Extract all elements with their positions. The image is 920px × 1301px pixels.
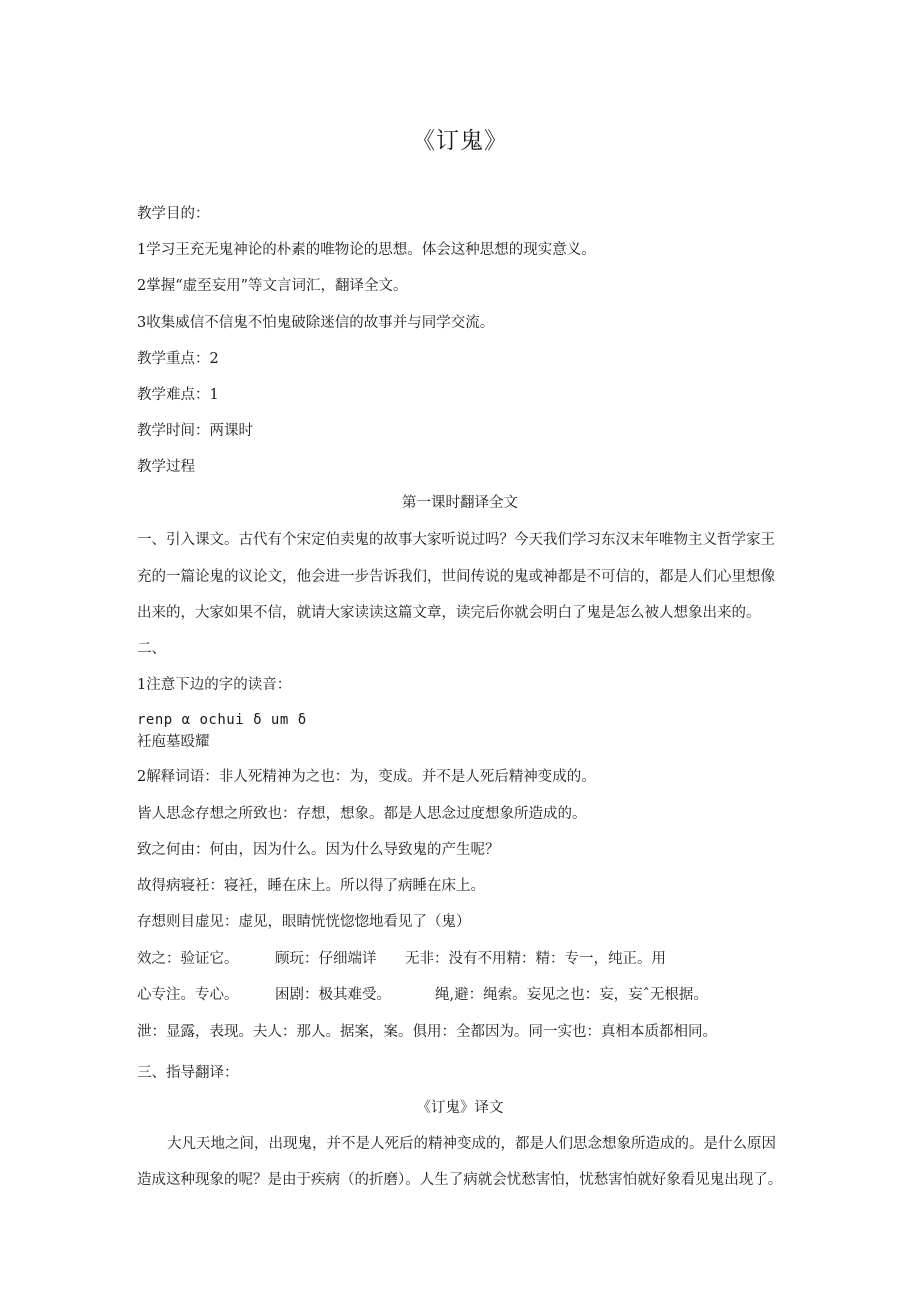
teaching-process: 教学过程 [137, 459, 195, 475]
objective-item-2: 2掌握“虚至妄用”等文言词汇，翻译全文。 [137, 278, 408, 294]
vocab-row-6-seg-3: 无非：没有不用精：精：专一，纯正。用 [405, 951, 666, 967]
objective-item-3: 3收集威信不信鬼不怕鬼破除迷信的故事并与同学交流。 [137, 315, 495, 331]
vocab-row-7-seg-3: 绳,避：绳索。妄见之也：妄，妄ˆ无根据。 [435, 987, 708, 1003]
vocab-line-1: 2解释词语：非人死精神为之也：为，变成。并不是人死后精神变成的。 [137, 769, 596, 785]
intro-line-2: 充的一篇论鬼的议论文，他会进一步告诉我们，世间传说的鬼或神都是不可信的，都是人们心里想像 [137, 569, 775, 585]
reading-heading: 1注意下边的字的读音： [137, 677, 292, 693]
objective-item-1: 1学习王充无鬼神论的朴素的唯物论的思想。体会这种思想的现实意义。 [137, 242, 596, 258]
vocab-row-6-seg-1: 效之：验证它。 [137, 951, 239, 967]
key-point: 教学重点：2 [137, 351, 219, 367]
vocab-row-7-seg-1: 心专注。专心。 [137, 987, 239, 1003]
objectives-heading: 教学目的： [137, 206, 210, 222]
vocab-row-6 [137, 950, 797, 968]
vocab-line-5: 存想则目虚见：虚见，眼睛恍恍惚惚地看见了（鬼） [137, 914, 471, 930]
phonetic-line: renp α ochui δ um δ [137, 712, 307, 728]
vocab-line-4: 故得病寝衽：寝衽，睡在床上。所以得了病睡在床上。 [137, 878, 485, 894]
translation-line-1: 大凡天地之间，出现鬼，并不是人死后的精神变成的，都是人们思念想象所造成的。是什么原因 [167, 1136, 776, 1152]
section-3-heading: 三、指导翻译： [137, 1065, 239, 1081]
intro-line-1: 一、引入课文。古代有个宋定伯卖鬼的故事大家听说过吗？今天我们学习东汉末年唯物主义哲学家王 [137, 532, 775, 548]
intro-line-3: 出来的，大家如果不信，就请大家读读这篇文章，读完后你就会明白了鬼是怎么被人想象出来的。 [137, 605, 761, 621]
reading-chars: 衽庖墓殴耀 [137, 734, 210, 750]
section-2-heading: 二、 [137, 641, 166, 657]
teaching-time: 教学时间：两课时 [137, 423, 253, 439]
difficulty: 教学难点：1 [137, 387, 219, 403]
translation-line-2: 造成这种现象的呢？是由于疾病（的折磨）。人生了病就会忧愁害怕，忧愁害怕就好象看见鬼出现了。 [137, 1172, 783, 1188]
lesson1-heading: 第一课时翻译全文 [402, 495, 518, 511]
vocab-line-2: 皆人思念存想之所致也：存想，想象。都是人思念过度想象所造成的。 [137, 806, 587, 822]
vocab-row-7-seg-2: 困剧：极其难受。 [275, 987, 391, 1003]
document-title: 《订鬼》 [412, 128, 508, 154]
vocab-row-8: 泄：显露，表现。夫人：那人。据案，案。俱用：全都因为。同一实也：真相本质都相同。 [137, 1024, 717, 1040]
vocab-row-6-seg-2: 顾玩：仔细端详 [275, 951, 377, 967]
translation-heading: 《订鬼》译文 [416, 1100, 504, 1116]
vocab-row-7 [137, 986, 797, 1004]
vocab-line-3: 致之何由：何由，因为什么。因为什么导致鬼的产生呢？ [137, 842, 500, 858]
